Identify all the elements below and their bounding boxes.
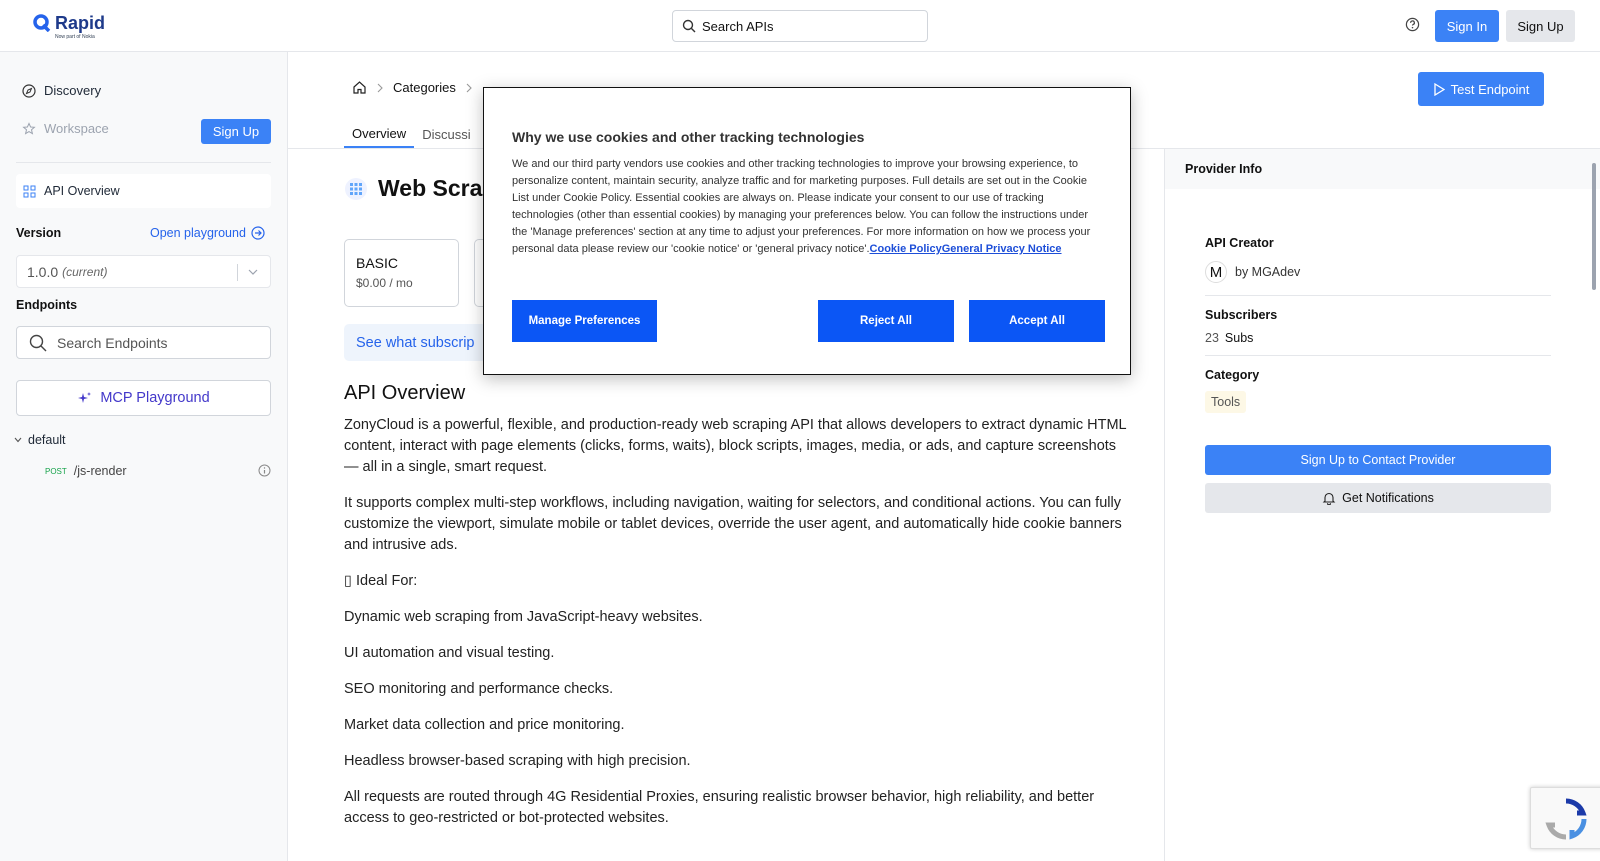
arrow-circle-right-icon (251, 226, 265, 240)
api-overview-content (344, 382, 1134, 844)
sidebar-item-label: Workspace (44, 121, 109, 136)
subscribers-section (1205, 308, 1551, 345)
mcp-playground-label: MCP Playground (100, 390, 210, 406)
mcp-playground-button[interactable] (16, 380, 271, 416)
tab-discussions[interactable]: Discussi (422, 126, 471, 142)
sidebar (0, 52, 288, 861)
provider-info-panel (1164, 149, 1600, 861)
cookie-policy-link[interactable]: Cookie Policy (869, 243, 942, 255)
overview-paragraph: All requests are routed through 4G Residential Proxies, ensuring realistic browser behavior, high reliability, and better access to geo-restricted or bot-protected websites. (344, 789, 1095, 826)
search-icon (29, 334, 47, 352)
rapid-logo-icon (33, 14, 51, 32)
endpoint-search[interactable] (16, 326, 271, 359)
provider-info-heading: Provider Info (1165, 149, 1600, 189)
endpoint-search-input[interactable] (57, 335, 257, 351)
plan-name: BASIC (356, 255, 399, 271)
endpoints-label: Endpoints (16, 298, 78, 312)
select-separator (237, 264, 238, 281)
overview-heading: API Overview (344, 382, 466, 404)
divider (1205, 295, 1551, 296)
global-search[interactable] (672, 10, 928, 42)
divider (1205, 355, 1551, 356)
plan-price: $0.00 / mo (356, 276, 413, 290)
test-endpoint-label: Test Endpoint (1450, 81, 1530, 97)
subs-unit: Subs (1224, 331, 1254, 345)
overview-paragraph: ZonyCloud is a powerful, flexible, and production-ready web scraping API that allows developers to extract dynamic HTML content, interact with page elements (clicks, forms, waits), block scripts, images, media, or ads, and capture screenshots — all in a single, smart request. (344, 417, 1127, 475)
overview-paragraph: Dynamic web scraping from JavaScript-heavy websites. (344, 609, 703, 625)
api-creator[interactable] (1205, 261, 1551, 283)
top-bar (0, 0, 1600, 52)
bell-icon (1322, 491, 1336, 505)
endpoint-path: /js-render (73, 464, 127, 478)
api-creator-section (1205, 236, 1551, 283)
brand-name: Rapid (55, 13, 106, 33)
get-notifications-label: Get Notifications (1342, 491, 1434, 505)
chevron-down-icon (14, 437, 22, 443)
tab-bar (344, 120, 479, 148)
endpoint-method: POST (45, 466, 67, 476)
cookie-modal-title: Why we use cookies and other tracking technologies (512, 129, 865, 145)
info-icon[interactable] (258, 464, 271, 477)
category-tag[interactable]: Tools (1205, 391, 1246, 413)
overview-paragraph: ▯ Ideal For: (344, 573, 418, 589)
endpoint-item[interactable] (45, 464, 271, 478)
sidebar-item-api-overview[interactable] (16, 174, 271, 208)
get-notifications-button[interactable] (1205, 483, 1551, 513)
compass-icon (22, 84, 36, 98)
open-playground-link[interactable] (150, 226, 265, 240)
overview-paragraph: UI automation and visual testing. (344, 645, 555, 661)
open-playground-label: Open playground (150, 226, 246, 240)
sidebar-item-workspace[interactable] (22, 121, 109, 136)
play-icon (1433, 83, 1445, 96)
home-icon[interactable] (352, 80, 367, 95)
chevron-right-icon (377, 83, 383, 93)
see-subscriptions-banner[interactable]: See what subscrip (344, 324, 488, 361)
overview-paragraph: Headless browser-based scraping with high precision. (344, 753, 691, 769)
help-circle-icon[interactable] (1405, 17, 1420, 32)
grid-icon (23, 185, 36, 198)
version-select[interactable] (16, 255, 271, 288)
endpoint-group-label: default (28, 433, 66, 447)
avatar: M (1205, 261, 1227, 283)
divider (16, 162, 271, 163)
sidebar-sign-up-button[interactable]: Sign Up (201, 119, 271, 144)
cookie-modal-text: We and our third party vendors use cookies and other tracking technologies to improve your browsing experience, to personalize content, maintain security, analyze traffic and for marketing purposes. Full details are set out in the Cookie List under Cookie Policy. Essential cookies are always on. Please indicate your consent to our use of tracking technologies (other than essential cookies) by managing your preferences below. You can follow the instructions under the 'Manage preferences' section at any time to adjust your preferences. For more information on how we process your personal data please review our 'cookie notice' or 'general privacy notice'. (512, 158, 1091, 255)
recaptcha-icon (1544, 797, 1588, 841)
sidebar-item-discovery[interactable] (22, 83, 101, 98)
api-logo-icon (344, 177, 368, 201)
brand-tagline: Now part of Nokia (55, 34, 95, 40)
scrollbar[interactable] (1592, 163, 1596, 290)
page-title: Web Scra (378, 175, 483, 201)
privacy-notice-link[interactable]: General Privacy Notice (941, 243, 1062, 255)
chevron-down-icon (248, 268, 258, 276)
recaptcha-badge[interactable] (1530, 787, 1600, 849)
tab-overview[interactable]: Overview (344, 120, 414, 148)
overview-paragraph: SEO monitoring and performance checks. (344, 681, 614, 697)
overview-paragraph: Market data collection and price monitoring. (344, 717, 625, 733)
sign-in-button[interactable]: Sign In (1435, 10, 1499, 42)
endpoint-group-default[interactable] (14, 433, 66, 447)
category-label: Category (1205, 368, 1260, 382)
search-icon (682, 19, 696, 33)
subs-number: 23 (1205, 331, 1219, 345)
sidebar-item-label: Discovery (44, 83, 102, 98)
api-creator-label: API Creator (1205, 236, 1274, 250)
reject-all-button[interactable]: Reject All (818, 300, 954, 342)
api-title (344, 175, 482, 202)
accept-all-button[interactable]: Accept All (969, 300, 1105, 342)
sidebar-item-label: API Overview (44, 184, 120, 198)
category-section (1205, 368, 1551, 413)
sign-up-button[interactable]: Sign Up (1506, 10, 1575, 42)
sparkles-icon (77, 391, 92, 406)
plan-card-basic[interactable] (344, 239, 459, 307)
search-input[interactable] (702, 19, 902, 34)
breadcrumb (352, 80, 472, 95)
cookie-modal-body (512, 156, 1104, 258)
version-label: Version (16, 226, 62, 240)
chevron-right-icon (466, 83, 472, 93)
subscribers-count (1205, 331, 1551, 345)
cookie-consent-modal (483, 87, 1131, 375)
overview-paragraph: It supports complex multi-step workflows, including navigation, waiting for selectors, and conditional actions. You can fully customize the viewport, simulate mobile or tablet devices, override the user agent, and automatically hide cookie banners and intrusive ads. (344, 495, 1122, 553)
test-endpoint-button[interactable] (1418, 72, 1544, 106)
manage-preferences-button[interactable]: Manage Preferences (512, 300, 657, 342)
version-value: 1.0.0 (27, 263, 59, 280)
creator-name: by MGAdev (1235, 265, 1301, 279)
version-tag: (current) (62, 264, 108, 279)
rapid-logo[interactable] (33, 14, 105, 40)
subscribers-label: Subscribers (1205, 308, 1278, 322)
contact-provider-button[interactable]: Sign Up to Contact Provider (1205, 445, 1551, 475)
star-icon (22, 122, 36, 136)
breadcrumb-categories[interactable]: Categories (393, 80, 456, 95)
